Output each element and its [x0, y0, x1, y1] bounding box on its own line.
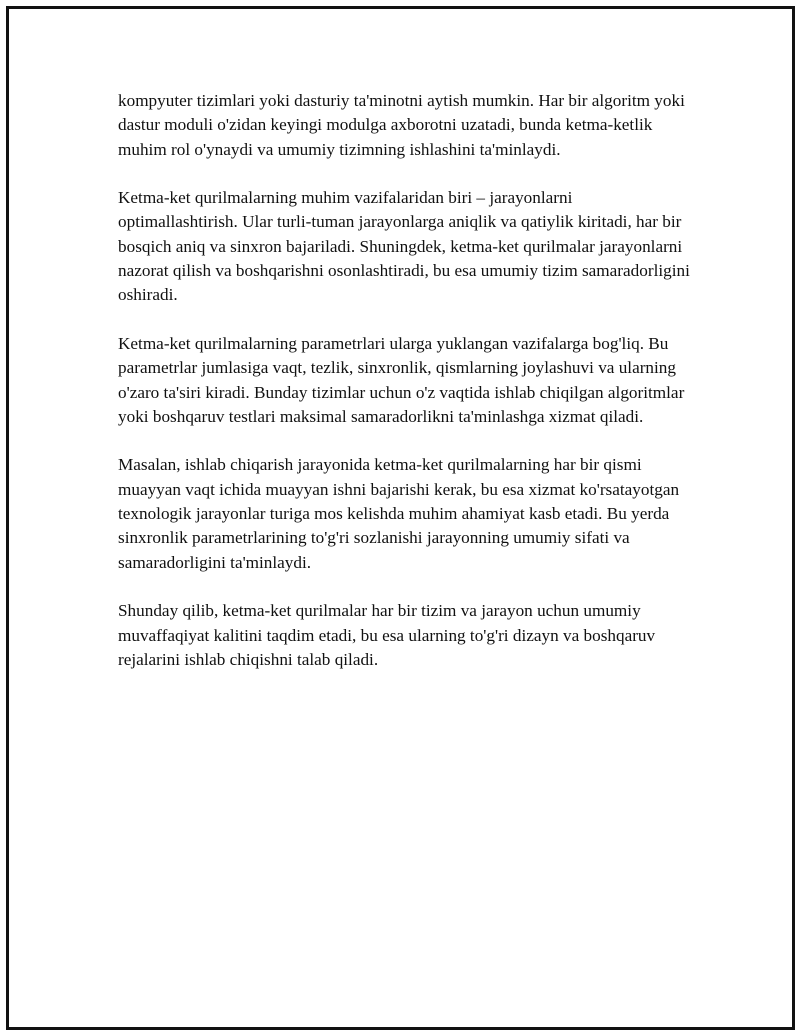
document-body	[118, 89, 692, 696]
paragraph-4: Masalan, ishlab chiqarish jarayonida ketma-ket qurilmalarning har bir qismi muayyan vaqt ichida muayyan ishni bajarishi kerak, bu esa xizmat ko'rsatayotgan texnologik jarayonlar turiga mos kelishda muhim ahamiyat kasb etadi. Bu yerda sinxronlik parametrlarining to'g'ri sozlanishi jarayonning umumiy sifati va samaradorligini ta'minlaydi.	[118, 455, 680, 572]
paragraph-3: Ketma-ket qurilmalarning parametrlari ularga yuklangan vazifalarga bog'liq. Bu parametrlar jumlasiga vaqt, tezlik, sinxronlik, qismlarning joylashuvi va ularning o'zaro ta'siri kiradi. Bunday tizimlar uchun o'z vaqtida ishlab chiqilgan algoritmlar yoki boshqaruv testlari maksimal samaradorlikni ta'minlashga xizmat qiladi.	[118, 333, 685, 426]
paragraph-1: kompyuter tizimlari yoki dasturiy ta'minotni aytish mumkin. Har bir algoritm yoki dastur moduli o'zidan keyingi modulga axborotni uzatadi, bunda ketma-ketlik muhim rol o'ynaydi va umumiy tizimning ishlashini ta'minlaydi.	[118, 91, 685, 159]
paragraph-2: Ketma-ket qurilmalarning muhim vazifalaridan biri – jarayonlarni optimallashtirish. Ular turli-tuman jarayonlarga aniqlik va qatiylik kiritadi, har bir bosqich aniq va sinxron bajariladi. Shuningdek, ketma-ket qurilmalar jarayonlarni nazorat qilish va boshqarishni osonlashtiradi, bu esa umumiy tizim samaradorligini oshiradi.	[118, 188, 690, 305]
paragraph-5: Shunday qilib, ketma-ket qurilmalar har bir tizim va jarayon uchun umumiy muvaffaqiyat kalitini taqdim etadi, bu esa ularning to'g'ri dizayn va boshqaruv rejalarini ishlab chiqishni talab qiladi.	[118, 601, 656, 669]
